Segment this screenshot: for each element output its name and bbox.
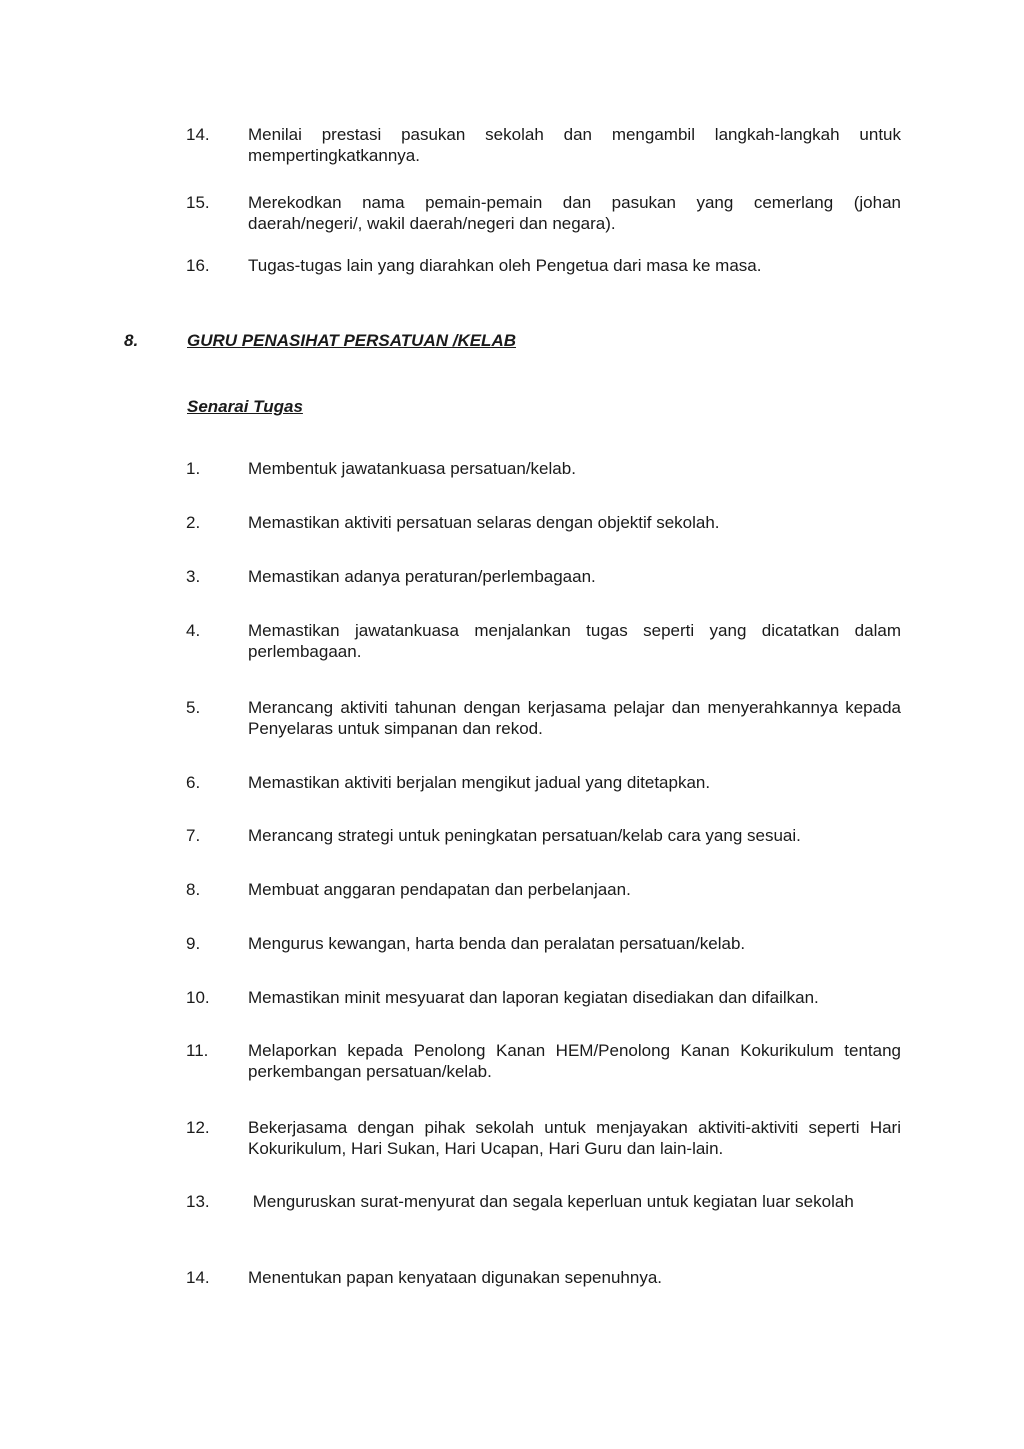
item-text: Memastikan jawatankuasa menjalankan tugas seperti yang dicatatkan dalam perlembagaan. [248, 621, 901, 661]
list-item [186, 512, 901, 533]
item-number: 5. [186, 698, 201, 717]
item-text: Memastikan adanya peraturan/perlembagaan. [248, 567, 596, 586]
item-text: Menentukan papan kenyataan digunakan sepenuhnya. [248, 1268, 663, 1287]
item-text: Merancang aktiviti tahunan dengan kerjasama pelajar dan menyerahkannya kepada Penyelaras untuk simpanan dan rekod. [248, 698, 901, 738]
item-number: 9. [186, 934, 201, 953]
list-item [186, 1117, 901, 1159]
item-text: Membentuk jawatankuasa persatuan/kelab. [248, 459, 576, 478]
item-number: 2. [186, 513, 201, 532]
item-text: Membuat anggaran pendapatan dan perbelanjaan. [248, 880, 631, 899]
item-text: Menguruskan surat-menyurat dan segala keperluan untuk kegiatan luar sekolah [248, 1192, 854, 1211]
item-number: 11. [186, 1041, 209, 1060]
list-item [186, 255, 901, 276]
item-number: 14. [186, 125, 210, 144]
list-item [186, 1267, 901, 1288]
item-text: Memastikan minit mesyuarat dan laporan kegiatan disediakan dan difailkan. [248, 988, 819, 1007]
section-title: GURU PENASIHAT PERSATUAN /KELAB [187, 331, 516, 350]
item-number: 7. [186, 826, 201, 845]
item-number: 14. [186, 1268, 210, 1287]
item-number: 3. [186, 567, 201, 586]
list-item [186, 772, 901, 793]
item-number: 8. [186, 880, 201, 899]
list-item [186, 987, 901, 1008]
item-text: Merekodkan nama pemain-pemain dan pasukan yang cemerlang (johan daerah/negeri/, wakil daerah/negeri dan negara). [248, 193, 901, 233]
list-item [186, 1040, 901, 1082]
list-item [186, 825, 901, 846]
item-number: 4. [186, 621, 201, 640]
item-number: 10. [186, 988, 210, 1007]
item-text: Melaporkan kepada Penolong Kanan HEM/Penolong Kanan Kokurikulum tentang perkembangan persatuan/kelab. [248, 1041, 901, 1081]
list-item [186, 620, 901, 662]
item-number: 13. [186, 1192, 210, 1211]
list-item [186, 566, 901, 587]
list-item [186, 1191, 901, 1212]
list-item [186, 879, 901, 900]
list-item [186, 933, 901, 954]
item-number: 6. [186, 773, 201, 792]
list-item [186, 124, 901, 166]
item-text: Bekerjasama dengan pihak sekolah untuk menjayakan aktiviti-aktiviti seperti Hari Kokurikulum, Hari Sukan, Hari Ucapan, Hari Guru dan lain-lain. [248, 1118, 901, 1158]
list-item [186, 697, 901, 739]
item-text: Menilai prestasi pasukan sekolah dan mengambil langkah-langkah untuk mempertingkatkannya. [248, 125, 901, 165]
item-text: Memastikan aktiviti berjalan mengikut jadual yang ditetapkan. [248, 773, 711, 792]
item-number: 1. [186, 459, 201, 478]
list-item [186, 458, 901, 479]
section-number: 8. [124, 331, 139, 350]
item-number: 12. [186, 1118, 210, 1137]
item-text: Merancang strategi untuk peningkatan persatuan/kelab cara yang sesuai. [248, 826, 801, 845]
subheading: Senarai Tugas [187, 397, 303, 416]
item-text: Memastikan aktiviti persatuan selaras dengan objektif sekolah. [248, 513, 720, 532]
list-item [186, 192, 901, 234]
item-number: 15. [186, 193, 210, 212]
item-text: Mengurus kewangan, harta benda dan peralatan persatuan/kelab. [248, 934, 746, 953]
item-number: 16. [186, 256, 210, 275]
item-text: Tugas-tugas lain yang diarahkan oleh Pengetua dari masa ke masa. [248, 256, 762, 275]
